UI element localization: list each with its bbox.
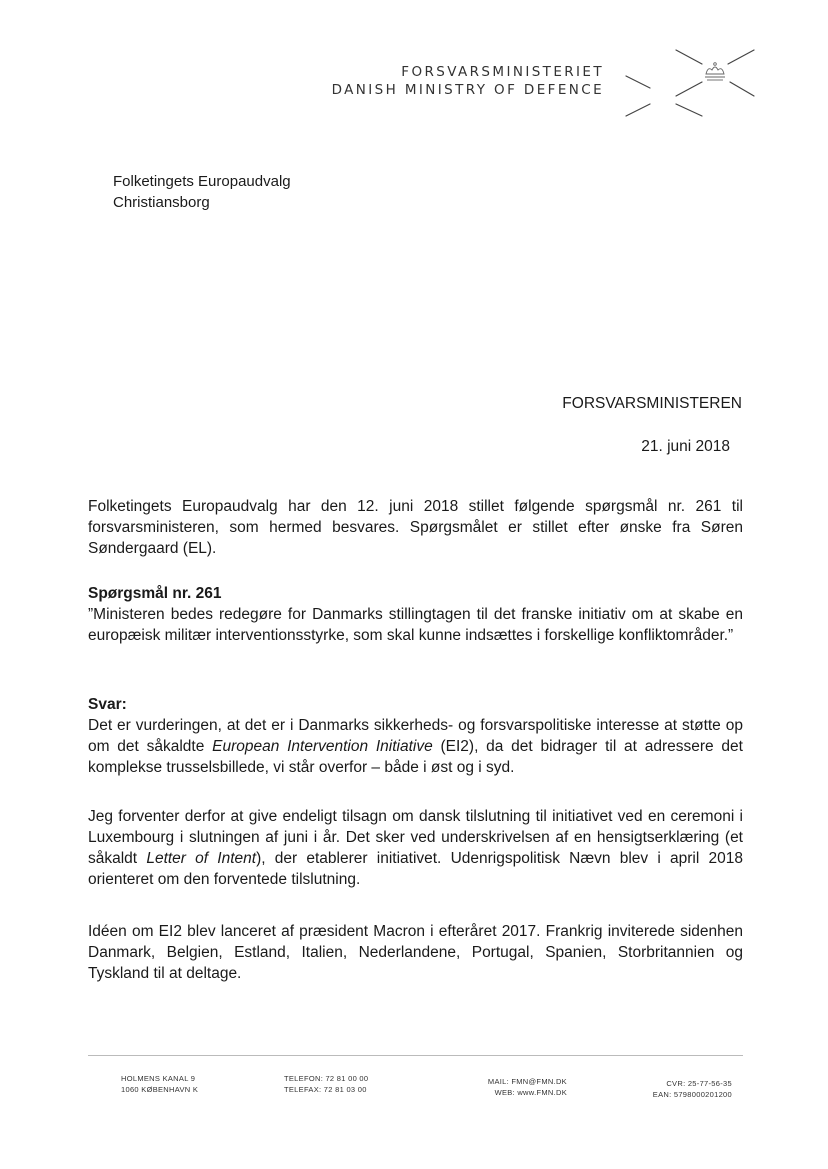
question-section [88, 583, 743, 646]
answer-heading: Svar: [88, 696, 127, 713]
letterhead-name-en: DANISH MINISTRY OF DEFENCE [331, 82, 604, 98]
sender-title: FORSVARSMINISTEREN [562, 395, 742, 412]
footer-divider [88, 1055, 743, 1056]
question-text: ”Ministeren bedes redegøre for Danmarks stillingtagen til det franske initiativ om at skabe en europæisk militær interventionsstyrke, som skal kunne indsættes i forskellige konfliktområder.” [88, 606, 743, 644]
recipient-line-1: Folketingets Europaudvalg [113, 173, 291, 190]
answer-paragraph-1: Det er vurderingen, at det er i Danmarks sikkerheds- og forsvarspolitiske interesse at støtte op om det såkaldte European Intervention Initiative (EI2), da det bidrager til at adressere det komplekse trusselsbillede, vi står overfor – både i øst og i syd. [88, 717, 743, 776]
intro-paragraph: Folketingets Europaudvalg har den 12. juni 2018 stillet følgende spørgsmål nr. 261 til forsvarsministeren, som hermed besvares. Spørgsmålet er stillet efter ønske fra Søren Søndergaard (EL). [88, 498, 743, 557]
crown-emblem-icon [620, 40, 760, 130]
answer-paragraph-2: Jeg forventer derfor at give endeligt tilsagn om dansk tilslutning til initiativet ved en ceremoni i Luxembourg i slutningen af juni i år. Det sker ved underskrivelsen af en hensigtserklæring (et såkaldt Letter of Intent), der etablerer initiativet. Udenrigspolitisk Nævn blev i april 2018 orienteret om den forventede tilslutning. [88, 808, 743, 888]
answer-section [88, 694, 743, 778]
letter-of-intent-term: Letter of Intent [146, 850, 257, 867]
eii-term: European Intervention Initiative [212, 738, 433, 755]
letterhead-name-da: FORSVARSMINISTERIET [401, 64, 604, 80]
answer-paragraph-3: Idéen om EI2 blev lanceret af præsident Macron i efteråret 2017. Frankrig inviterede sidenhen Danmark, Belgien, Estland, Italien, Nederlandene, Portugal, Spanien, Storbritannien og Tyskland til at deltage. [88, 923, 743, 982]
footer-address: HOLMENS KANAL 9 1060 KØBENHAVN K [121, 1074, 199, 1094]
footer-contact: MAIL: FMN@FMN.DK WEB: www.FMN.DK [487, 1077, 567, 1097]
letter-date: 21. juni 2018 [641, 438, 730, 455]
recipient-line-2: Christiansborg [113, 194, 210, 211]
footer-registration: CVR: 25-77-56-35 EAN: 5798000201200 [652, 1079, 732, 1099]
footer-phone: TELEFON: 72 81 00 00 TELEFAX: 72 81 03 00 [284, 1074, 369, 1094]
question-heading: Spørgsmål nr. 261 [88, 585, 222, 602]
